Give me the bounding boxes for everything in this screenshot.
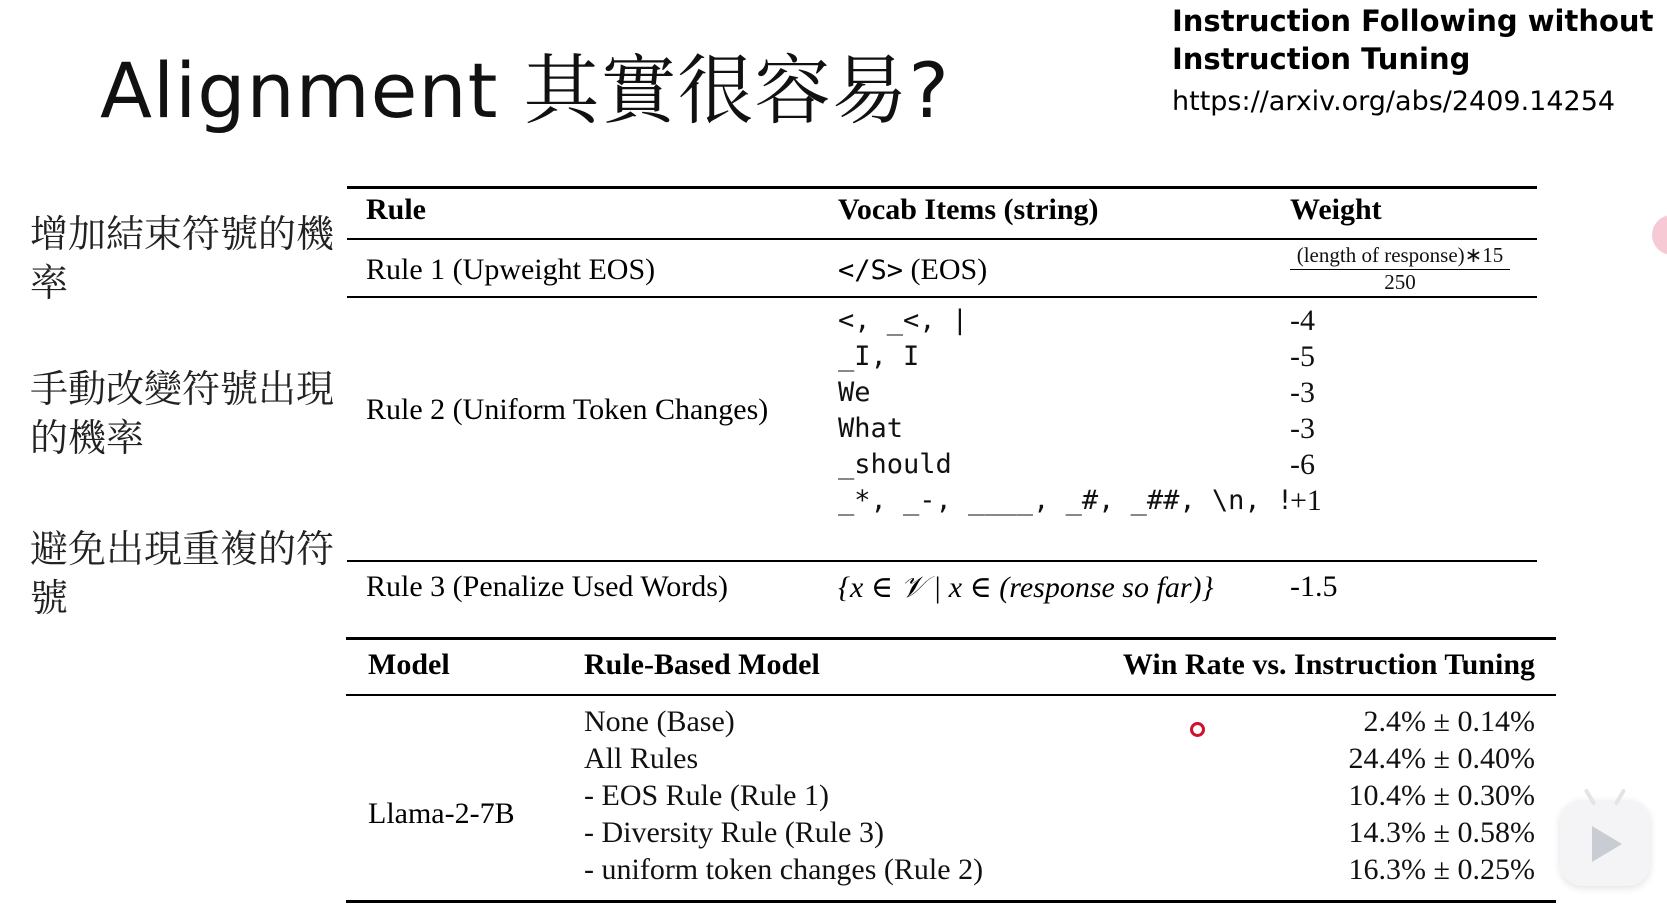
reference-title — [1172, 2, 1653, 78]
reference-title-line2: Instruction Tuning — [1172, 42, 1471, 76]
rule3-weight: -1.5 — [1290, 570, 1338, 603]
rule2-weight-item: -3 — [1290, 412, 1315, 445]
header-vocab: Vocab Items (string) — [838, 193, 1099, 226]
note-eos: 增加結束符號的機率 — [30, 212, 335, 305]
header-model: Model — [368, 648, 450, 681]
result-row-win-rate: 14.3% ± 0.58% — [1348, 816, 1535, 849]
result-row-name: All Rules — [584, 742, 699, 775]
rule1-divider — [347, 296, 1537, 298]
reference-title-line1: Instruction Following without — [1172, 4, 1654, 38]
rule2-weight-item: -4 — [1290, 304, 1315, 337]
rule2-name: Rule 2 (Uniform Token Changes) — [366, 393, 769, 426]
tv-antenna-icon — [1584, 788, 1596, 806]
result-row-win-rate: 24.4% ± 0.40% — [1348, 742, 1535, 775]
reference-url: https://arxiv.org/abs/2409.14254 — [1172, 86, 1616, 117]
result-row-name: None (Base) — [584, 705, 735, 738]
rule2-vocab-item: _I, I — [838, 341, 920, 372]
rule2-weight-item: -6 — [1290, 448, 1315, 481]
rule1-weight — [1290, 243, 1510, 295]
slide-title: Alignment 其實很容易? — [100, 46, 950, 135]
weight-denominator: 250 — [1384, 270, 1416, 294]
header-rule: Rule — [366, 193, 426, 226]
rule2-vocab-item: _should — [838, 449, 952, 480]
play-button[interactable] — [1560, 800, 1650, 886]
rule3-name: Rule 3 (Penalize Used Words) — [366, 570, 728, 603]
rule2-weight-item: -3 — [1290, 376, 1315, 409]
results-top-rule — [346, 637, 1556, 640]
win-rate-list — [1200, 703, 1535, 888]
table-top-rule — [347, 186, 1537, 189]
result-row-name: - EOS Rule (Rule 1) — [584, 779, 829, 812]
result-row-win-rate: 10.4% ± 0.30% — [1348, 779, 1535, 812]
rule1-vocab — [838, 253, 987, 287]
side-badge-icon[interactable] — [1652, 215, 1667, 255]
header-weight: Weight — [1290, 193, 1382, 226]
results-bottom-rule — [346, 900, 1556, 903]
rule2-divider — [347, 560, 1537, 562]
play-icon — [1592, 826, 1622, 862]
rule2-vocab-item: We — [838, 377, 871, 408]
header-win-rate: Win Rate vs. Instruction Tuning — [1122, 648, 1535, 681]
result-row-win-rate: 2.4% ± 0.14% — [1363, 705, 1535, 738]
result-row-name: - uniform token changes (Rule 2) — [584, 853, 984, 886]
rule1-vocab-code: </S> — [838, 255, 904, 286]
rule2-weight-item: -5 — [1290, 340, 1315, 373]
header-rule-based-model: Rule-Based Model — [584, 648, 820, 681]
results-header-rule — [346, 694, 1556, 696]
rule2-vocab-list — [838, 303, 1293, 519]
tv-antenna-icon — [1614, 788, 1626, 806]
result-row-win-rate: 16.3% ± 0.25% — [1348, 853, 1535, 886]
rule2-weight-list — [1290, 303, 1322, 519]
model-name: Llama-2-7B — [368, 797, 515, 830]
result-row-name: - Diversity Rule (Rule 3) — [584, 816, 884, 849]
rule2-vocab-item: <, _<, | — [838, 305, 969, 336]
note-token-change: 手動改變符號出現的機率 — [30, 367, 335, 460]
note-repetition: 避免出現重複的符號 — [30, 527, 335, 620]
rule2-weight-item: +1 — [1290, 484, 1322, 517]
rule3-vocab: {x ∈ 𝒱 | x ∈ (response so far)} — [838, 571, 1214, 604]
rule1-vocab-text: (EOS) — [903, 253, 988, 286]
weight-numerator: (length of response)∗15 — [1290, 243, 1510, 270]
rule1-name: Rule 1 (Upweight EOS) — [366, 253, 656, 286]
rule2-vocab-item: _*, _-, ____, _#, _##, \n, ! — [838, 485, 1294, 516]
rule2-vocab-item: What — [838, 413, 904, 444]
rule-based-model-list — [584, 703, 983, 888]
cursor-indicator-icon — [1190, 722, 1205, 737]
header-rule-line — [347, 238, 1537, 240]
